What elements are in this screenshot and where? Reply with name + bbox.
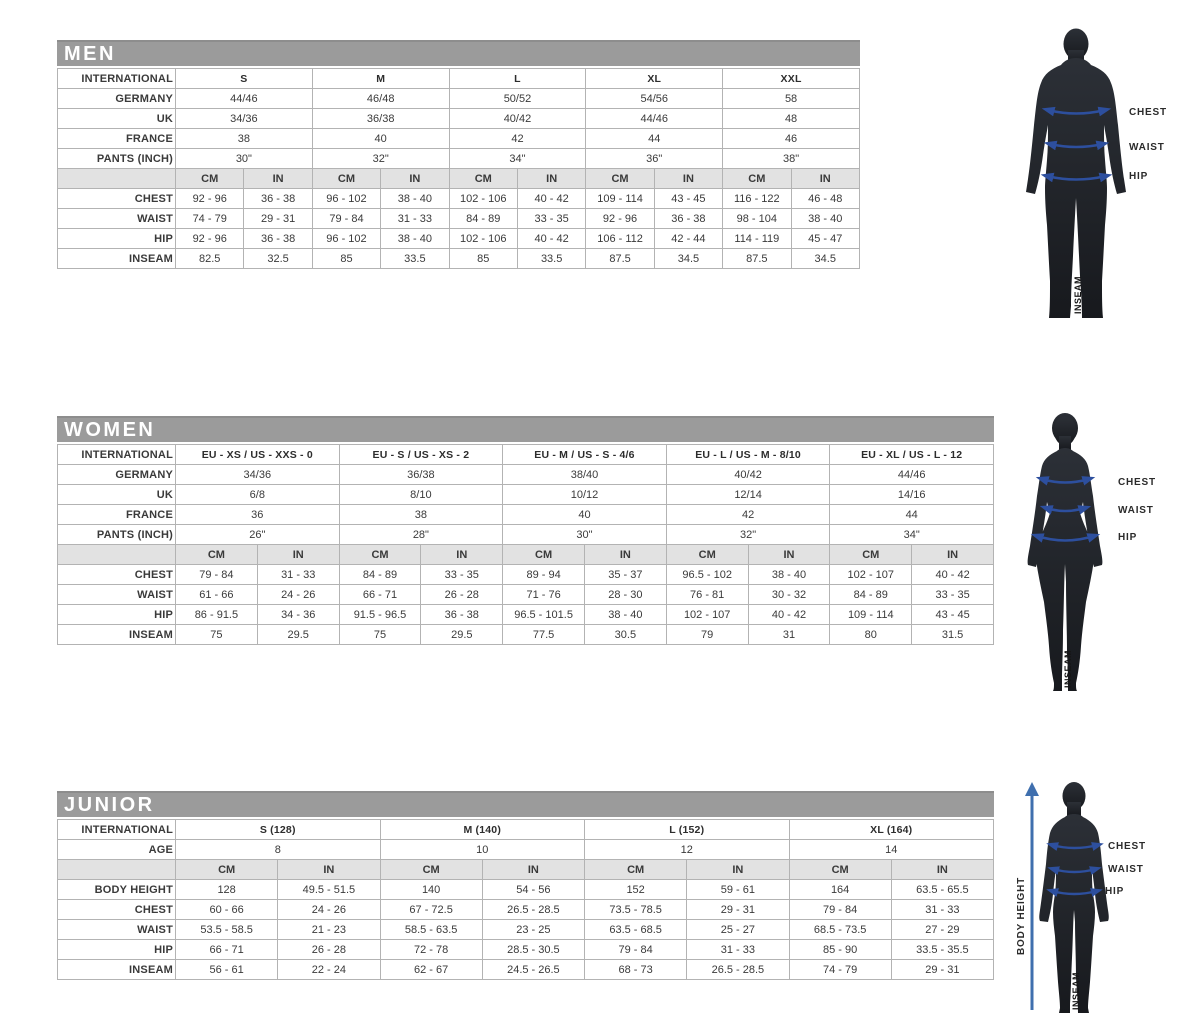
- women-inseam-label: INSEAM: [1063, 649, 1073, 688]
- unit-header: CM: [339, 545, 421, 565]
- men-measure-row: [58, 189, 860, 209]
- junior-unit-row: [58, 860, 994, 880]
- size-value: EU - S / US - XS - 2: [339, 445, 503, 465]
- measurement-value: 66 - 71: [339, 585, 421, 605]
- measurement-value: 84 - 89: [339, 565, 421, 585]
- women-header-row: [58, 505, 994, 525]
- women-title: WOMEN: [64, 418, 156, 441]
- unit-header: IN: [584, 545, 666, 565]
- size-value: L (152): [585, 820, 790, 840]
- measurement-value: 23 - 25: [482, 920, 584, 940]
- measurement-value: 102 - 106: [449, 229, 517, 249]
- size-value: 58: [723, 89, 860, 109]
- measurement-value: 33 - 35: [421, 565, 503, 585]
- measurement-value: 40 - 42: [517, 189, 585, 209]
- size-value: 26": [176, 525, 340, 545]
- measurement-value: 75: [339, 625, 421, 645]
- men-silhouette-svg: [1016, 28, 1176, 320]
- measurement-value: 71 - 76: [503, 585, 585, 605]
- size-value: 32": [312, 149, 449, 169]
- size-value: 46/48: [312, 89, 449, 109]
- measurement-value: 34.5: [791, 249, 859, 269]
- measurement-value: 30.5: [584, 625, 666, 645]
- measurement-value: 31 - 33: [381, 209, 449, 229]
- men-measure-row: [58, 229, 860, 249]
- measurement-value: 35 - 37: [584, 565, 666, 585]
- measurement-value: 27 - 29: [891, 920, 993, 940]
- measurement-value: 28 - 30: [584, 585, 666, 605]
- size-value: 6/8: [176, 485, 340, 505]
- measurement-value: 31 - 33: [687, 940, 789, 960]
- women-measure-row: [58, 625, 994, 645]
- measurement-value: 40 - 42: [748, 605, 830, 625]
- unit-header: CM: [789, 860, 891, 880]
- size-value: EU - XS / US - XXS - 0: [176, 445, 340, 465]
- measurement-value: 21 - 23: [278, 920, 380, 940]
- measurement-value: 33.5: [381, 249, 449, 269]
- junior-title-bar: [57, 791, 994, 817]
- size-value: 10/12: [503, 485, 667, 505]
- unit-header: CM: [585, 860, 687, 880]
- size-value: 8/10: [339, 485, 503, 505]
- row-label: GERMANY: [58, 89, 176, 109]
- measurement-value: 31 - 33: [891, 900, 993, 920]
- size-value: 30": [176, 149, 313, 169]
- measurement-value: 77.5: [503, 625, 585, 645]
- unit-header: IN: [748, 545, 830, 565]
- row-label: FRANCE: [58, 505, 176, 525]
- men-hip-label: HIP: [1129, 171, 1149, 182]
- junior-size-table: [57, 819, 994, 980]
- junior-measure-row: [58, 940, 994, 960]
- size-value: EU - L / US - M - 8/10: [666, 445, 830, 465]
- junior-title: JUNIOR: [64, 793, 155, 816]
- measurement-value: 62 - 67: [380, 960, 482, 980]
- size-value: 34/36: [176, 109, 313, 129]
- women-title-bar: [57, 416, 994, 442]
- measurement-value: 61 - 66: [176, 585, 258, 605]
- size-value: 12: [585, 840, 790, 860]
- row-label: UK: [58, 109, 176, 129]
- measurement-value: 36 - 38: [244, 229, 312, 249]
- measurement-value: 140: [380, 880, 482, 900]
- row-label: INSEAM: [58, 625, 176, 645]
- measurement-value: 84 - 89: [449, 209, 517, 229]
- measurement-value: 26 - 28: [278, 940, 380, 960]
- measurement-value: 34 - 36: [257, 605, 339, 625]
- row-label: HIP: [58, 605, 176, 625]
- unit-header: IN: [654, 169, 722, 189]
- size-value: 30": [503, 525, 667, 545]
- measurement-value: 66 - 71: [176, 940, 278, 960]
- row-label: UK: [58, 485, 176, 505]
- size-value: 50/52: [449, 89, 586, 109]
- unit-header: CM: [830, 545, 912, 565]
- junior-measure-row: [58, 880, 994, 900]
- row-label: INSEAM: [58, 249, 176, 269]
- unit-header: IN: [257, 545, 339, 565]
- measurement-value: 24 - 26: [278, 900, 380, 920]
- size-value: 36/38: [312, 109, 449, 129]
- measurement-value: 29 - 31: [244, 209, 312, 229]
- row-label: AGE: [58, 840, 176, 860]
- men-measure-row: [58, 249, 860, 269]
- measurement-value: 56 - 61: [176, 960, 278, 980]
- measurement-value: 36 - 38: [654, 209, 722, 229]
- measurement-value: 38 - 40: [748, 565, 830, 585]
- unit-header: CM: [723, 169, 791, 189]
- men-header-row: [58, 69, 860, 89]
- measurement-value: 58.5 - 63.5: [380, 920, 482, 940]
- size-value: 38: [339, 505, 503, 525]
- size-value: 40: [503, 505, 667, 525]
- men-section: [57, 40, 860, 269]
- measurement-value: 67 - 72.5: [380, 900, 482, 920]
- row-label: WAIST: [58, 920, 176, 940]
- unit-header: IN: [517, 169, 585, 189]
- row-label: [58, 169, 176, 189]
- size-value: 8: [176, 840, 381, 860]
- size-value: 32": [666, 525, 830, 545]
- junior-figure: [1012, 780, 1172, 1025]
- men-chest-label: CHEST: [1129, 107, 1167, 118]
- women-measure-row: [58, 565, 994, 585]
- unit-header: CM: [503, 545, 585, 565]
- measurement-value: 164: [789, 880, 891, 900]
- row-label: INTERNATIONAL: [58, 820, 176, 840]
- measurement-value: 33.5 - 35.5: [891, 940, 993, 960]
- measurement-value: 114 - 119: [723, 229, 791, 249]
- men-header-row: [58, 109, 860, 129]
- women-section: [57, 416, 994, 645]
- size-value: 38: [176, 129, 313, 149]
- unit-header: CM: [176, 545, 258, 565]
- unit-header: IN: [278, 860, 380, 880]
- size-value: 28": [339, 525, 503, 545]
- row-label: PANTS (INCH): [58, 525, 176, 545]
- women-unit-row: [58, 545, 994, 565]
- row-label: HIP: [58, 940, 176, 960]
- measurement-value: 34.5: [654, 249, 722, 269]
- measurement-value: 40 - 42: [517, 229, 585, 249]
- men-header-row: [58, 129, 860, 149]
- row-label: [58, 545, 176, 565]
- measurement-value: 152: [585, 880, 687, 900]
- unit-header: CM: [176, 169, 244, 189]
- size-value: EU - XL / US - L - 12: [830, 445, 994, 465]
- size-value: XL (164): [789, 820, 994, 840]
- junior-waist-label: WAIST: [1108, 864, 1144, 875]
- junior-measure-row: [58, 920, 994, 940]
- row-label: INSEAM: [58, 960, 176, 980]
- size-value: 36/38: [339, 465, 503, 485]
- measurement-value: 49.5 - 51.5: [278, 880, 380, 900]
- size-value: 34/36: [176, 465, 340, 485]
- size-value: 40: [312, 129, 449, 149]
- women-header-row: [58, 485, 994, 505]
- size-value: M: [312, 69, 449, 89]
- measurement-value: 85: [312, 249, 380, 269]
- measurement-value: 92 - 96: [586, 209, 654, 229]
- junior-header-row: [58, 840, 994, 860]
- unit-header: CM: [586, 169, 654, 189]
- measurement-value: 73.5 - 78.5: [585, 900, 687, 920]
- unit-header: CM: [380, 860, 482, 880]
- measurement-value: 106 - 112: [586, 229, 654, 249]
- junior-inseam-label: INSEAM: [1071, 971, 1081, 1010]
- measurement-value: 36 - 38: [244, 189, 312, 209]
- measurement-value: 53.5 - 58.5: [176, 920, 278, 940]
- size-value: XXL: [723, 69, 860, 89]
- women-silhouette-svg: [1005, 406, 1165, 698]
- row-label: FRANCE: [58, 129, 176, 149]
- women-hip-label: HIP: [1118, 532, 1138, 543]
- men-header-row: [58, 149, 860, 169]
- measurement-value: 26 - 28: [421, 585, 503, 605]
- measurement-value: 79: [666, 625, 748, 645]
- size-value: 44/46: [830, 465, 994, 485]
- size-value: XL: [586, 69, 723, 89]
- measurement-value: 68 - 73: [585, 960, 687, 980]
- measurement-value: 29 - 31: [687, 900, 789, 920]
- measurement-value: 92 - 96: [176, 229, 244, 249]
- measurement-value: 80: [830, 625, 912, 645]
- women-waist-label: WAIST: [1118, 505, 1154, 516]
- measurement-value: 30 - 32: [748, 585, 830, 605]
- measurement-value: 63.5 - 65.5: [891, 880, 993, 900]
- measurement-value: 63.5 - 68.5: [585, 920, 687, 940]
- size-value: M (140): [380, 820, 585, 840]
- size-value: L: [449, 69, 586, 89]
- junior-chest-label: CHEST: [1108, 841, 1146, 852]
- measurement-value: 86 - 91.5: [176, 605, 258, 625]
- unit-header: IN: [381, 169, 449, 189]
- measurement-value: 98 - 104: [723, 209, 791, 229]
- women-header-row: [58, 445, 994, 465]
- measurement-value: 116 - 122: [723, 189, 791, 209]
- measurement-value: 68.5 - 73.5: [789, 920, 891, 940]
- men-inseam-label: INSEAM: [1073, 275, 1083, 314]
- size-value: 36: [176, 505, 340, 525]
- measurement-value: 28.5 - 30.5: [482, 940, 584, 960]
- unit-header: CM: [666, 545, 748, 565]
- measurement-value: 24 - 26: [257, 585, 339, 605]
- measurement-value: 38 - 40: [584, 605, 666, 625]
- unit-header: IN: [891, 860, 993, 880]
- measurement-value: 91.5 - 96.5: [339, 605, 421, 625]
- measurement-value: 102 - 107: [830, 565, 912, 585]
- row-label: CHEST: [58, 189, 176, 209]
- size-value: 42: [666, 505, 830, 525]
- unit-header: IN: [482, 860, 584, 880]
- measurement-value: 79 - 84: [585, 940, 687, 960]
- unit-header: IN: [912, 545, 994, 565]
- junior-measure-row: [58, 900, 994, 920]
- measurement-value: 76 - 81: [666, 585, 748, 605]
- measurement-value: 89 - 94: [503, 565, 585, 585]
- size-value: 48: [723, 109, 860, 129]
- measurement-value: 43 - 45: [912, 605, 994, 625]
- measurement-value: 60 - 66: [176, 900, 278, 920]
- measurement-value: 79 - 84: [312, 209, 380, 229]
- men-title-bar: [57, 40, 860, 66]
- measurement-value: 33.5: [517, 249, 585, 269]
- measurement-value: 96.5 - 101.5: [503, 605, 585, 625]
- measurement-value: 29.5: [421, 625, 503, 645]
- row-label: CHEST: [58, 900, 176, 920]
- measurement-value: 85: [449, 249, 517, 269]
- measurement-value: 31.5: [912, 625, 994, 645]
- measurement-value: 40 - 42: [912, 565, 994, 585]
- measurement-value: 102 - 107: [666, 605, 748, 625]
- measurement-value: 128: [176, 880, 278, 900]
- row-label: [58, 860, 176, 880]
- unit-header: IN: [421, 545, 503, 565]
- measurement-value: 59 - 61: [687, 880, 789, 900]
- measurement-value: 38 - 40: [381, 229, 449, 249]
- row-label: WAIST: [58, 585, 176, 605]
- size-value: 44/46: [586, 109, 723, 129]
- measurement-value: 75: [176, 625, 258, 645]
- size-value: 40/42: [666, 465, 830, 485]
- measurement-value: 74 - 79: [176, 209, 244, 229]
- size-value: 44: [586, 129, 723, 149]
- row-label: BODY HEIGHT: [58, 880, 176, 900]
- measurement-value: 87.5: [723, 249, 791, 269]
- size-value: EU - M / US - S - 4/6: [503, 445, 667, 465]
- size-value: 38": [723, 149, 860, 169]
- size-value: 12/14: [666, 485, 830, 505]
- measurement-value: 42 - 44: [654, 229, 722, 249]
- measurement-value: 38 - 40: [381, 189, 449, 209]
- row-label: CHEST: [58, 565, 176, 585]
- measurement-value: 31: [748, 625, 830, 645]
- measurement-value: 74 - 79: [789, 960, 891, 980]
- men-measure-row: [58, 209, 860, 229]
- size-value: 54/56: [586, 89, 723, 109]
- unit-header: CM: [449, 169, 517, 189]
- women-measure-row: [58, 605, 994, 625]
- measurement-value: 109 - 114: [586, 189, 654, 209]
- junior-hip-label: HIP: [1105, 886, 1125, 897]
- women-size-table: [57, 444, 994, 645]
- measurement-value: 87.5: [586, 249, 654, 269]
- measurement-value: 26.5 - 28.5: [482, 900, 584, 920]
- size-value: 38/40: [503, 465, 667, 485]
- junior-header-row: [58, 820, 994, 840]
- men-size-table: [57, 68, 860, 269]
- size-value: 42: [449, 129, 586, 149]
- junior-body-height-label: BODY HEIGHT: [1016, 876, 1027, 955]
- measurement-value: 102 - 106: [449, 189, 517, 209]
- measurement-value: 31 - 33: [257, 565, 339, 585]
- measurement-value: 32.5: [244, 249, 312, 269]
- size-value: S (128): [176, 820, 381, 840]
- women-header-row: [58, 465, 994, 485]
- measurement-value: 54 - 56: [482, 880, 584, 900]
- measurement-value: 82.5: [176, 249, 244, 269]
- women-figure: [1005, 406, 1165, 703]
- measurement-value: 45 - 47: [791, 229, 859, 249]
- measurement-value: 29 - 31: [891, 960, 993, 980]
- size-value: 34": [830, 525, 994, 545]
- measurement-value: 26.5 - 28.5: [687, 960, 789, 980]
- measurement-value: 25 - 27: [687, 920, 789, 940]
- size-value: 44: [830, 505, 994, 525]
- row-label: PANTS (INCH): [58, 149, 176, 169]
- size-value: 44/46: [176, 89, 313, 109]
- measurement-value: 46 - 48: [791, 189, 859, 209]
- measurement-value: 96 - 102: [312, 229, 380, 249]
- measurement-value: 96 - 102: [312, 189, 380, 209]
- measurement-value: 33 - 35: [517, 209, 585, 229]
- men-title: MEN: [64, 42, 116, 65]
- measurement-value: 38 - 40: [791, 209, 859, 229]
- measurement-value: 36 - 38: [421, 605, 503, 625]
- row-label: INTERNATIONAL: [58, 69, 176, 89]
- measurement-value: 84 - 89: [830, 585, 912, 605]
- men-header-row: [58, 89, 860, 109]
- measurement-value: 85 - 90: [789, 940, 891, 960]
- measurement-value: 72 - 78: [380, 940, 482, 960]
- size-value: S: [176, 69, 313, 89]
- unit-header: IN: [687, 860, 789, 880]
- junior-section: [57, 791, 994, 980]
- measurement-value: 96.5 - 102: [666, 565, 748, 585]
- women-measure-row: [58, 585, 994, 605]
- male-body-silhouette: [1026, 29, 1126, 319]
- size-value: 14/16: [830, 485, 994, 505]
- size-value: 36": [586, 149, 723, 169]
- size-value: 10: [380, 840, 585, 860]
- size-value: 14: [789, 840, 994, 860]
- row-label: GERMANY: [58, 465, 176, 485]
- measurement-value: 24.5 - 26.5: [482, 960, 584, 980]
- measurement-value: 79 - 84: [789, 900, 891, 920]
- men-figure: [1016, 28, 1176, 325]
- measurement-value: 22 - 24: [278, 960, 380, 980]
- measurement-value: 79 - 84: [176, 565, 258, 585]
- row-label: INTERNATIONAL: [58, 445, 176, 465]
- unit-header: CM: [312, 169, 380, 189]
- measurement-value: 109 - 114: [830, 605, 912, 625]
- measurement-value: 33 - 35: [912, 585, 994, 605]
- size-value: 40/42: [449, 109, 586, 129]
- unit-header: IN: [244, 169, 312, 189]
- size-value: 34": [449, 149, 586, 169]
- measurement-value: 43 - 45: [654, 189, 722, 209]
- row-label: WAIST: [58, 209, 176, 229]
- unit-header: CM: [176, 860, 278, 880]
- junior-measure-row: [58, 960, 994, 980]
- men-unit-row: [58, 169, 860, 189]
- row-label: HIP: [58, 229, 176, 249]
- women-chest-label: CHEST: [1118, 477, 1156, 488]
- measurement-value: 29.5: [257, 625, 339, 645]
- junior-body-height-arrow: [1025, 782, 1039, 1010]
- junior-silhouette-svg: [1012, 780, 1172, 1020]
- measurement-value: 92 - 96: [176, 189, 244, 209]
- size-value: 46: [723, 129, 860, 149]
- unit-header: IN: [791, 169, 859, 189]
- women-header-row: [58, 525, 994, 545]
- men-waist-label: WAIST: [1129, 142, 1165, 153]
